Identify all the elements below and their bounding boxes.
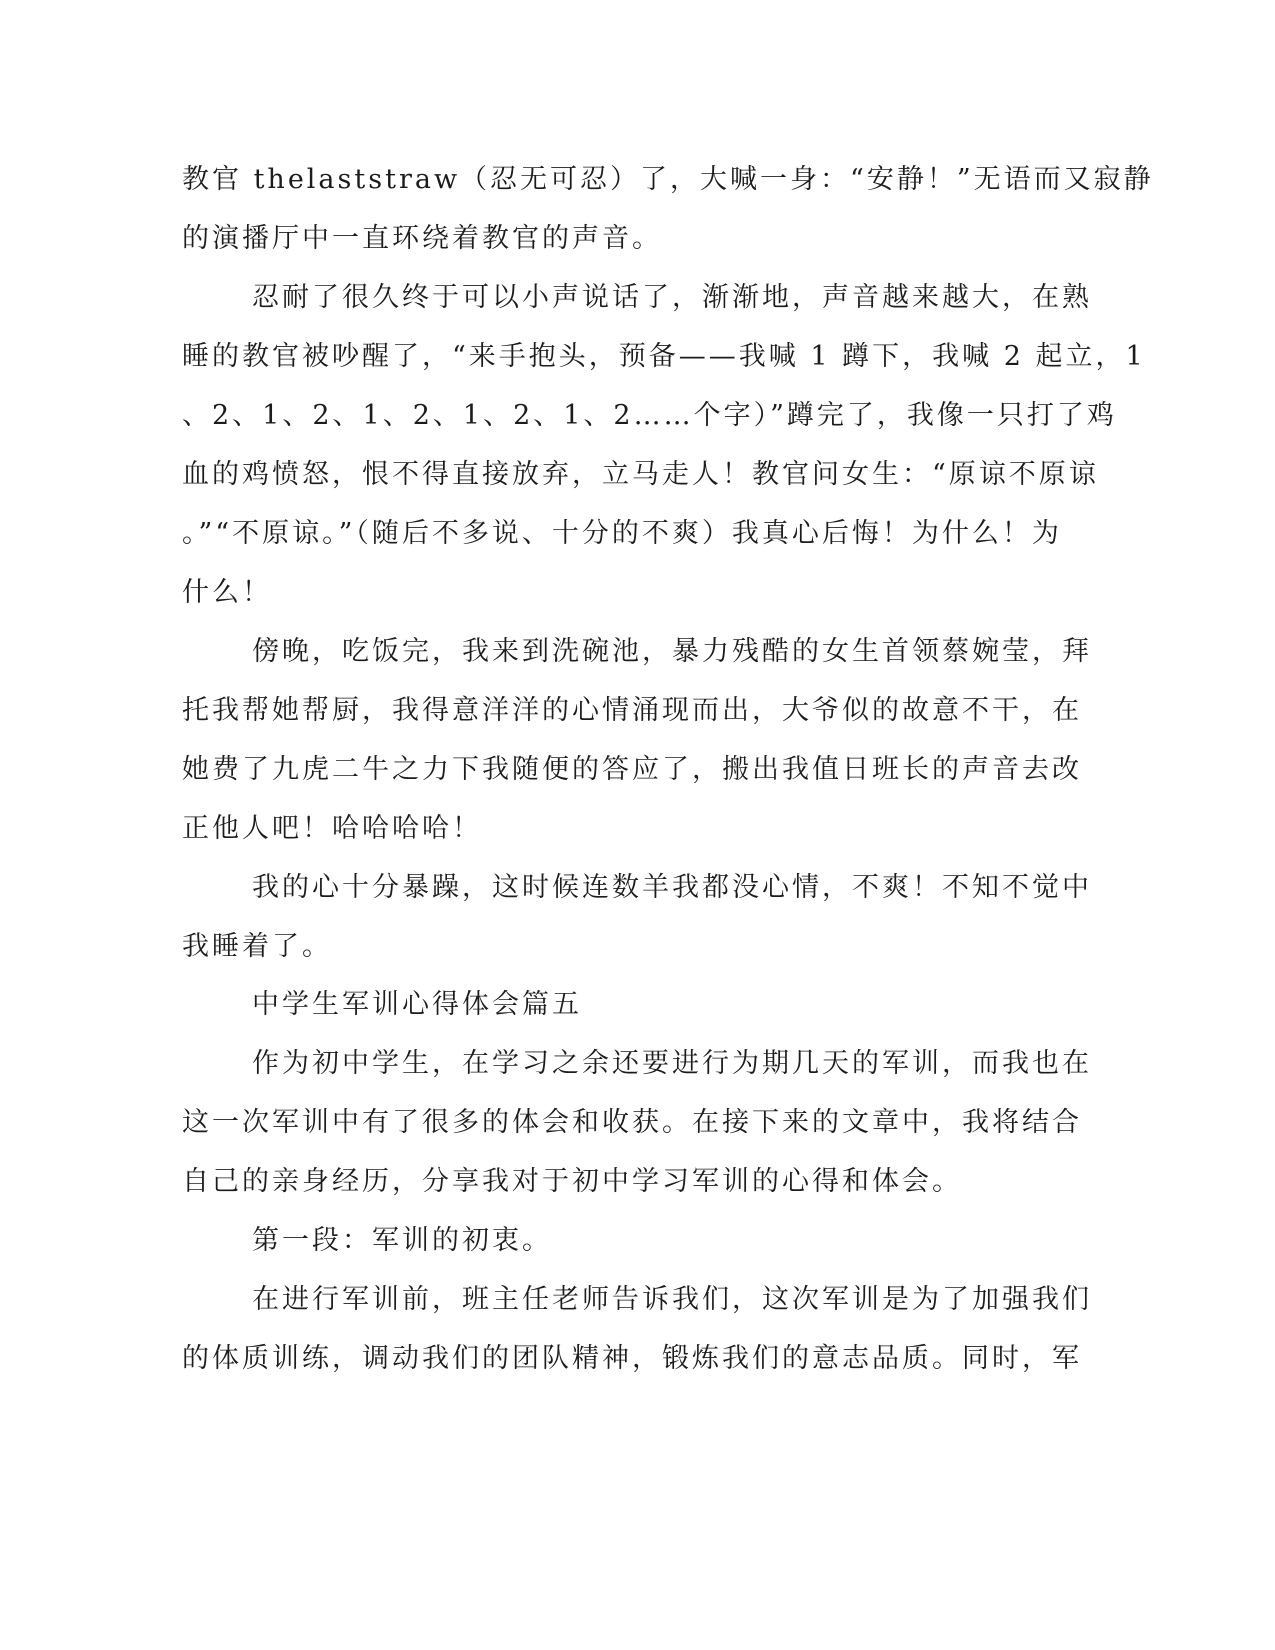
- subsection-heading: 第一段：军训的初衷。: [252, 1225, 552, 1256]
- text-line: 教官 thelaststraw（忍无可忍）了，大喊一身：“安静！”无语而又寂静: [182, 164, 1154, 195]
- text-line: 自己的亲身经历，分享我对于初中学习军训的心得和体会。: [182, 1166, 962, 1197]
- text-line: 睡的教官被吵醒了，“来手抱头，预备——我喊 1 蹲下，我喊 2 起立，1: [182, 341, 1146, 372]
- text-line: 正他人吧！哈哈哈哈！: [182, 813, 482, 844]
- text-line: 的演播厅中一直环绕着教官的声音。: [182, 223, 662, 254]
- text-line: 。”“不原谅。”（随后不多说、十分的不爽）我真心后悔！为什么！为: [182, 518, 1062, 549]
- text-line: 这一次军训中有了很多的体会和收获。在接下来的文章中，我将结合: [182, 1107, 1082, 1138]
- paragraph-first-line: 忍耐了很久终于可以小声说话了，渐渐地，声音越来越大，在熟: [252, 282, 1092, 313]
- text-line: 托我帮她帮厨，我得意洋洋的心情涌现而出，大爷似的故意不干，在: [182, 695, 1082, 726]
- paragraph-first-line: 作为初中学生，在学习之余还要进行为期几天的军训，而我也在: [252, 1048, 1092, 1079]
- text-line: 、2、1、2、1、2、1、2、1、2……个字）”蹲完了，我像一只打了鸡: [182, 400, 1117, 431]
- text-line: 血的鸡愤怒，恨不得直接放弃，立马走人！教官问女生：“原谅不原谅: [182, 459, 1099, 490]
- paragraph-first-line: 我的心十分暴躁，这时候连数羊我都没心情，不爽！不知不觉中: [252, 872, 1092, 903]
- text-line: 她费了九虎二牛之力下我随便的答应了，搬出我值日班长的声音去改: [182, 754, 1082, 785]
- text-line: 的体质训练，调动我们的团队精神，锻炼我们的意志品质。同时，军: [182, 1343, 1082, 1374]
- section-heading: 中学生军训心得体会篇五: [252, 989, 582, 1020]
- paragraph-first-line: 傍晚，吃饭完，我来到洗碗池，暴力残酷的女生首领蔡婉莹，拜: [252, 636, 1092, 667]
- text-line: 什么！: [182, 577, 272, 608]
- paragraph-first-line: 在进行军训前，班主任老师告诉我们，这次军训是为了加强我们: [252, 1284, 1092, 1315]
- text-line: 我睡着了。: [182, 931, 332, 962]
